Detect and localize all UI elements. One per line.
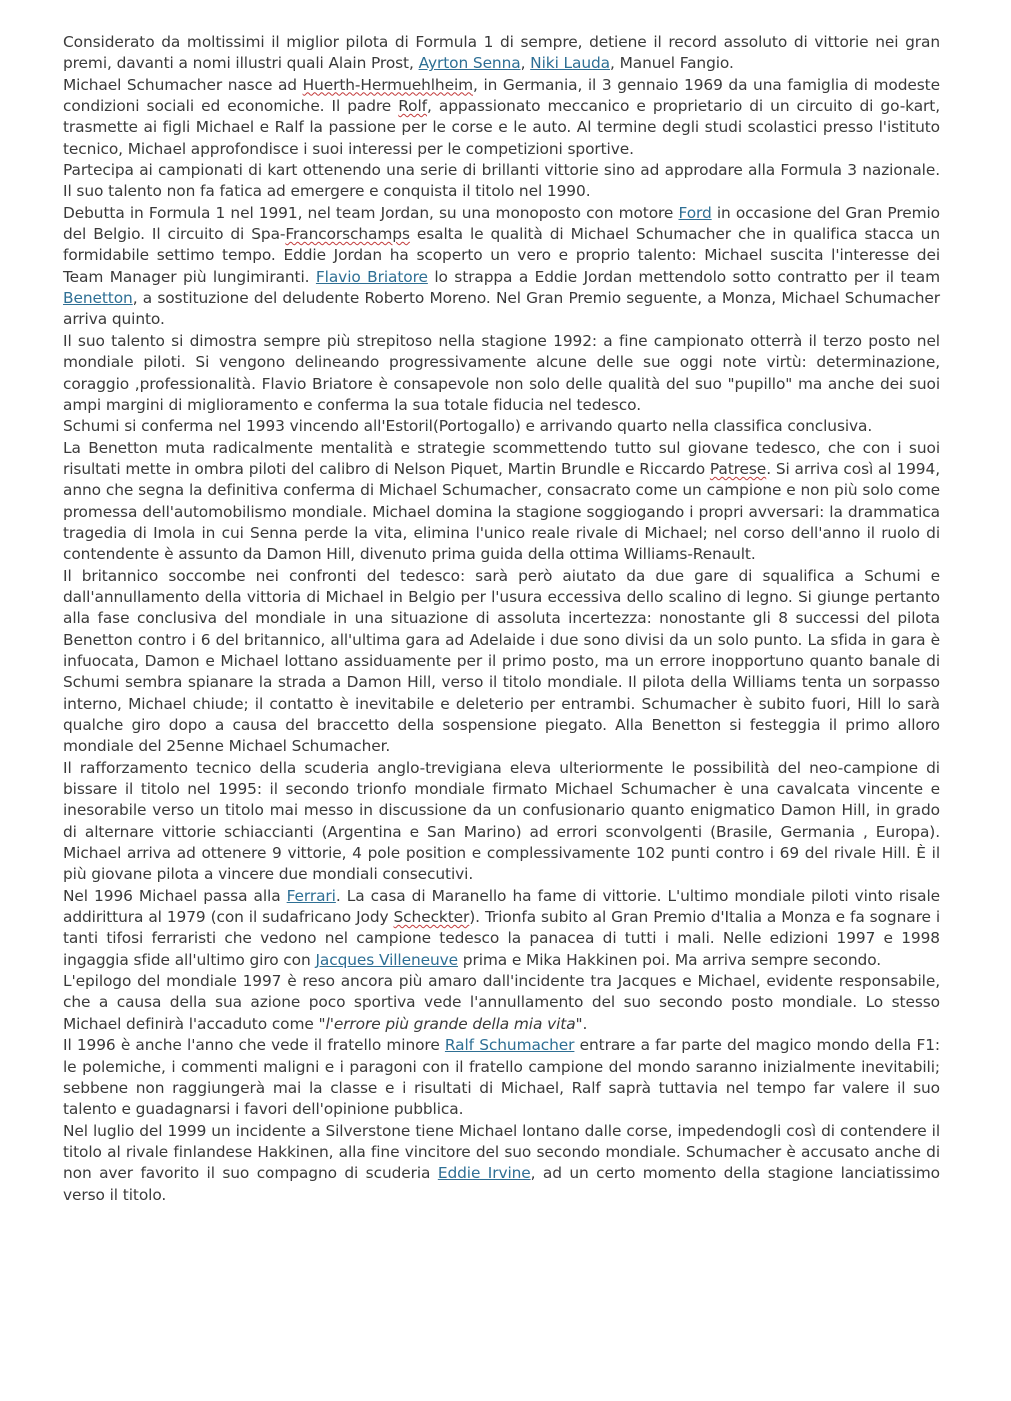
text-run: Il britannico soccombe nei confronti del tedesco: sarà però aiutato da due gare di squalifica a Schumi e dall'annullamento della vittoria di Michael in Belgio per l'usura eccessiva dello scalino di legno. Si giunge pertanto alla fase conclusiva del mondiale in una situazione di assoluta incertezza: nonostante gli 8 successi del pilota Benetton contro i 6 del britannico, all'ultima gara ad Adelaide i due sono divisi da un solo punto. La sfida in gara è infuocata, Damon e Michael lottano assiduamente per il primo posto, ma un errore inopportuno quanto banale di Schumi sembra spianare la strada a Damon Hill, verso il titolo mondiale. Il pilota della Williams tenta un sorpasso interno, Michael chiude; il contatto è inevitabile e deleterio per entrambi. Schumacher è subito fuori, Hill lo sarà qualche giro dopo a causa del braccetto della sospensione piegato. Alla Benetton si festeggia il primo alloro mondiale del 25enne Michael Schumacher. xyxy=(63,566,940,756)
paragraph xyxy=(63,75,940,160)
paragraph xyxy=(63,971,940,1035)
text-run: , Manuel Fangio. xyxy=(610,54,734,73)
text-run: Il 1996 è anche l'anno che vede il fratello minore xyxy=(63,1036,445,1055)
text-run: , in Germania, il 3 gennaio 1969 da una famiglia di modeste condizioni sociali ed economiche. Il padre xyxy=(63,75,940,116)
spellcheck-word: Patrese xyxy=(709,459,767,478)
hyperlink[interactable]: Ford xyxy=(678,203,712,222)
text-run: Partecipa ai campionati di kart ottenendo una serie di brillanti vittorie sino ad approdare alla Formula 3 nazionale. Il suo talento non fa fatica ad emergere e conquista il titolo nel 1990. xyxy=(63,161,940,201)
text-run: entrare a far parte del magico mondo della F1: le polemiche, i commenti maligni e i paragoni con il fratello campione del mondo saranno inizialmente inevitabili; sebbene non raggiungerà mai la classe e i risultati di Michael, Ralf saprà tuttavia nel tempo far valere il suo talento e guadagnarsi i favori dell'opinione pubblica. xyxy=(63,1036,940,1119)
hyperlink[interactable]: Niki Lauda xyxy=(530,54,611,73)
text-run: Debutta in Formula 1 nel 1991, nel team Jordan, su una monoposto con motore xyxy=(63,203,679,222)
text-run: L'epilogo del mondiale 1997 è reso ancora più amaro dall'incidente tra Jacques e Michael, evidente responsabile, che a causa della sua azione poco sportiva vede l'annullamento del suo secondo posto mondiale. Lo stesso Michael definirà l'accaduto come " xyxy=(63,972,940,1033)
text-run: lo strappa a Eddie Jordan mettendolo sotto contratto per il team xyxy=(427,267,940,286)
hyperlink[interactable]: Eddie Irvine xyxy=(437,1164,531,1183)
quote-text: l'errore più grande della mia vita xyxy=(325,1014,576,1033)
text-run: Schumi si conferma nel 1993 vincendo all'Estoril(Portogallo) e arrivando quarto nella classifica conclusiva. xyxy=(63,417,873,436)
hyperlink[interactable]: Ralf Schumacher xyxy=(444,1036,575,1055)
paragraph xyxy=(63,1121,940,1206)
text-run: Considerato da moltissimi il miglior pilota di Formula 1 di sempre, detiene il record assoluto di vittorie nei gran premi, davanti a nomi illustri quali Alain Prost, xyxy=(63,33,940,73)
paragraph xyxy=(63,886,940,971)
spellcheck-word: Francorschamps xyxy=(285,225,410,244)
text-run: ). Trionfa subito al Gran Premio d'Italia a Monza e fa sognare i tanti tifosi ferraristi che vedono nel campione tedesco la panacea di tutti i mali. Nelle edizioni 1997 e 1998 ingaggia sfide all'ultimo giro con xyxy=(63,908,940,969)
text-run: , xyxy=(520,54,531,73)
text-run: , a sostituzione del deludente Roberto Moreno. Nel Gran Premio seguente, a Monza, Michael Schumacher arriva quinto. xyxy=(63,289,940,329)
paragraph xyxy=(63,1035,940,1120)
hyperlink[interactable]: Ayrton Senna xyxy=(418,54,521,73)
text-run: La Benetton muta radicalmente mentalità e strategie scommettendo tutto sul giovane tedesco, che con i suoi risultati mette in ombra piloti del calibro di Nelson Piquet, Martin Brundle e Riccardo xyxy=(63,438,940,478)
text-run: prima e Mika Hakkinen poi. Ma arriva sempre secondo. xyxy=(458,950,882,969)
spellcheck-word: Rolf xyxy=(398,97,427,116)
text-run: . La casa di Maranello ha fame di vittorie. L'ultimo mondiale piloti vinto risale addirittura al 1979 (con il sudafricano Jody xyxy=(63,886,940,927)
text-run: Il rafforzamento tecnico della scuderia anglo-trevigiana eleva ulteriormente le possibilità del neo-campione di bissare il titolo nel 1995: il secondo trionfo mondiale firmato Michael Schumacher è una cavalcata vincente e inesorabile verso un titolo mai messo in discussione da un confusionario quanto enigmatico Damon Hill, in grado di alternare vittorie schiaccianti (Argentina e San Marino) ad errori sconvolgenti (Brasile, Germania , Europa). Michael arriva ad ottenere 9 vittorie, 4 pole position e complessivamente 102 punti contro i 69 del rivale Hill. È il più giovane pilota a vincere due mondiali consecutivi. xyxy=(63,758,940,884)
text-run: Nel 1996 Michael passa alla xyxy=(63,886,287,905)
hyperlink[interactable]: Flavio Briatore xyxy=(315,267,428,286)
text-run: ". xyxy=(575,1014,588,1033)
text-run: Il suo talento si dimostra sempre più strepitoso nella stagione 1992: a fine campionato otterrà il terzo posto nel mondiale piloti. Si vengono delineando progressivamente alcune delle sue oggi note virtù: determinazione, coraggio ,professionalità. Flavio Briatore è consapevole non solo delle qualità del suo "pupillo" ma anche dei suoi ampi margini di miglioramento e conferma la sua totale fiducia nel tedesco. xyxy=(63,331,940,414)
paragraph xyxy=(63,566,940,758)
spellcheck-word: Scheckter xyxy=(393,908,470,927)
paragraph xyxy=(63,160,940,203)
spellcheck-word: Huerth-Hermuehlheim xyxy=(302,75,474,94)
paragraph xyxy=(63,331,940,416)
hyperlink[interactable]: Ferrari xyxy=(286,886,336,905)
paragraph xyxy=(63,416,940,437)
paragraph xyxy=(63,32,940,75)
paragraph xyxy=(63,758,940,886)
text-run: in occasione del Gran Premio del Belgio. Il circuito di Spa- xyxy=(63,203,940,244)
text-run: Michael Schumacher nasce ad xyxy=(63,75,303,94)
text-run: , appassionato meccanico e proprietario di un circuito di go-kart, trasmette ai figli Michael e Ralf la passione per le corse e le auto. Al termine degli studi scolastici presso l'istituto tecnico, Michael approfondisce i suoi interessi per le competizioni sportive. xyxy=(63,97,940,158)
text-run: esalta le qualità di Michael Schumacher che in qualifica stacca un formidabile settimo tempo. Eddie Jordan ha scoperto un vero e proprio talento: Michael suscita l'interesse dei Team Manager più lungimiranti. xyxy=(63,225,940,286)
text-run: . Si arriva così al 1994, anno che segna la definitiva conferma di Michael Schumacher, consacrato come un campione e non più solo come promessa dell'automobilismo mondiale. Michael domina la stagione soggiogando i propri avversari: la drammatica tragedia di Imola in cui Senna perde la vita, elimina l'unico reale rivale di Michael; nel corso dell'anno il ruolo di contendente è assunto da Damon Hill, divenuto prima guida della ottima Williams-Renault. xyxy=(63,459,940,564)
paragraph xyxy=(63,203,940,331)
hyperlink[interactable]: Benetton xyxy=(63,289,133,308)
text-run: Nel luglio del 1999 un incidente a Silverstone tiene Michael lontano dalle corse, impedendogli così di contendere il titolo al rivale finlandese Hakkinen, alla fine vincitore del suo secondo mondiale. Schumacher è accusato anche di non aver favorito il suo compagno di scuderia xyxy=(63,1121,940,1183)
text-run: , ad un certo momento della stagione lanciatissimo verso il titolo. xyxy=(63,1164,940,1204)
hyperlink[interactable]: Jacques Villeneuve xyxy=(315,950,459,969)
paragraph xyxy=(63,438,940,566)
